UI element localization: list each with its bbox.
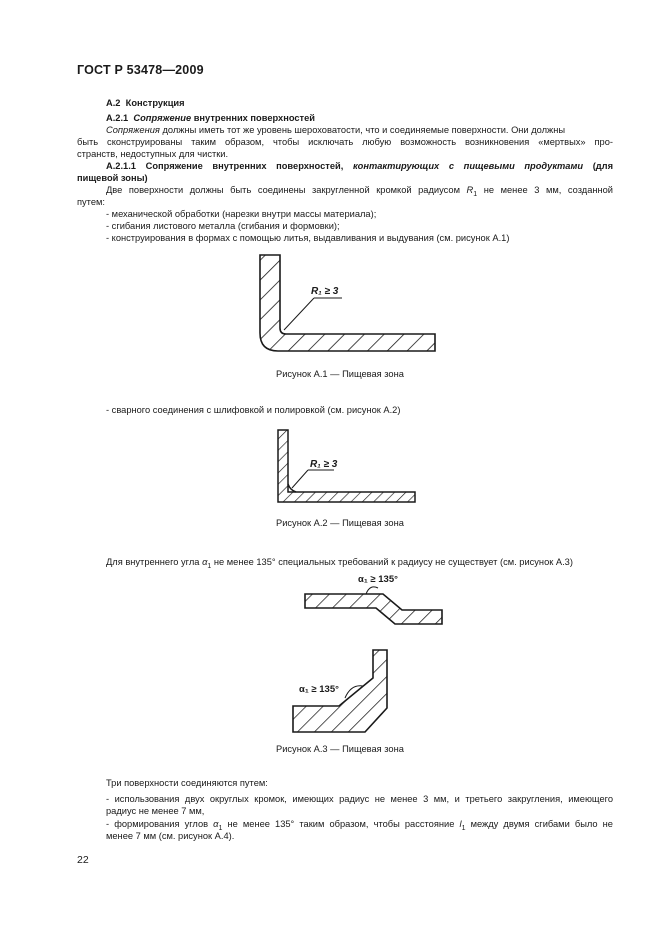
figure-a2-leader	[292, 470, 308, 488]
symbol-alpha: α	[202, 557, 208, 567]
paragraph-text: - формирования углов	[106, 819, 209, 829]
paragraph-line: странств, недоступных для чистки.	[77, 149, 229, 159]
section-heading	[106, 97, 185, 110]
paragraph-text: Две поверхности должны быть соединены закругленной кромкой радиусом	[106, 185, 460, 195]
document-header: ГОСТ Р 53478—2009	[77, 63, 204, 77]
paragraph-line	[106, 184, 613, 201]
list-item: - сварного соединения с шлифовкой и полировкой (см. рисунок А.2)	[106, 405, 401, 415]
paragraph-text: не менее 3 мм, созданной	[483, 185, 613, 195]
subsubsection-title-a: Сопряжение внутренних поверхностей,	[145, 161, 344, 171]
figure-a1-drawing	[250, 250, 445, 360]
figure-a2-profile	[278, 430, 415, 502]
list-item-continuation: радиус не менее 7 мм,	[106, 806, 205, 816]
paragraph-text: не менее 135° таким образом, чтобы расстояние	[227, 819, 455, 829]
figure-a3-top-profile	[305, 594, 442, 624]
subsection-title: внутренних поверхностей	[193, 113, 316, 123]
symbol-alpha: α	[213, 819, 219, 829]
subsubsection-title-b: контактирующих с пищевыми продуктами	[352, 161, 584, 171]
list-item: - использования двух округлых кромок, имеющих радиус не менее 3 мм, и третьего закругления, имеющего	[106, 794, 613, 804]
paragraph-line: быть сконструированы таким образом, чтобы исключать любую возможность возникновения «мертвых» про-	[77, 137, 613, 147]
subsubsection-heading-line2: пищевой зоны)	[77, 173, 148, 183]
symbol-alpha-sub: 1	[218, 824, 223, 832]
figure-a3-bottom-label: α₁ ≥ 135°	[299, 684, 339, 695]
figure-a3-top-angle-arc	[366, 587, 378, 594]
paragraph-line	[106, 556, 573, 573]
symbol-alpha-sub: 1	[207, 562, 212, 570]
figure-a3-caption: Рисунок А.3 — Пищевая зона	[276, 744, 404, 754]
figure-a1-label: R₁ ≥ 3	[311, 286, 339, 297]
list-item-continuation: менее 7 мм (см. рисунок А.4).	[106, 831, 235, 841]
list-item: - конструирования в формах с помощью литья, выдавливания и выдувания (см. рисунок А.1)	[106, 233, 510, 243]
figure-a2-drawing	[270, 424, 420, 509]
figure-a1-leader	[284, 298, 314, 330]
subsubsection-title-c: (для	[592, 161, 614, 171]
paragraph-line	[106, 124, 565, 137]
paragraph-text: Для внутреннего угла	[106, 557, 200, 567]
symbol-l: l	[459, 819, 462, 829]
figure-a2-caption: Рисунок А.2 — Пищевая зона	[276, 518, 404, 528]
figure-a3-top-label: α₁ ≥ 135°	[358, 574, 398, 585]
subsubsection-number: А.2.1.1	[106, 161, 136, 171]
list-item: - механической обработки (нарезки внутри массы материала);	[106, 209, 377, 219]
subsection-heading	[106, 112, 315, 125]
paragraph-line: путем:	[77, 197, 105, 207]
italic-term: Сопряжения	[106, 125, 160, 135]
subsection-title-italic: Сопряжение	[133, 113, 192, 123]
figure-a3-bottom-drawing	[285, 642, 405, 742]
figure-a1-caption: Рисунок А.1 — Пищевая зона	[276, 369, 404, 379]
symbol-l-sub: 1	[461, 824, 466, 832]
subsubsection-heading	[106, 160, 613, 173]
paragraph-line: Три поверхности соединяются путем:	[106, 778, 268, 788]
subsection-number: А.2.1	[106, 113, 129, 123]
section-number: А.2	[106, 98, 121, 108]
section-title: Конструкция	[125, 98, 185, 108]
figure-a1-profile	[260, 255, 435, 351]
list-item: - сгибания листового металла (сгибания и формовки);	[106, 221, 340, 231]
page-number: 22	[77, 854, 89, 866]
figure-a2-label: R₁ ≥ 3	[310, 459, 338, 470]
paragraph-text: должны иметь тот же уровень шероховатости, что и соединяемые поверхности. Они должны	[162, 125, 566, 135]
symbol-R-sub: 1	[473, 190, 478, 198]
paragraph-text: не менее 135° специальных требований к радиусу не существует (см. рисунок А.3)	[213, 557, 573, 567]
symbol-R: R	[466, 185, 474, 195]
figure-a3-top-drawing	[300, 572, 450, 632]
paragraph-text: между двумя сгибами было не	[470, 819, 613, 829]
